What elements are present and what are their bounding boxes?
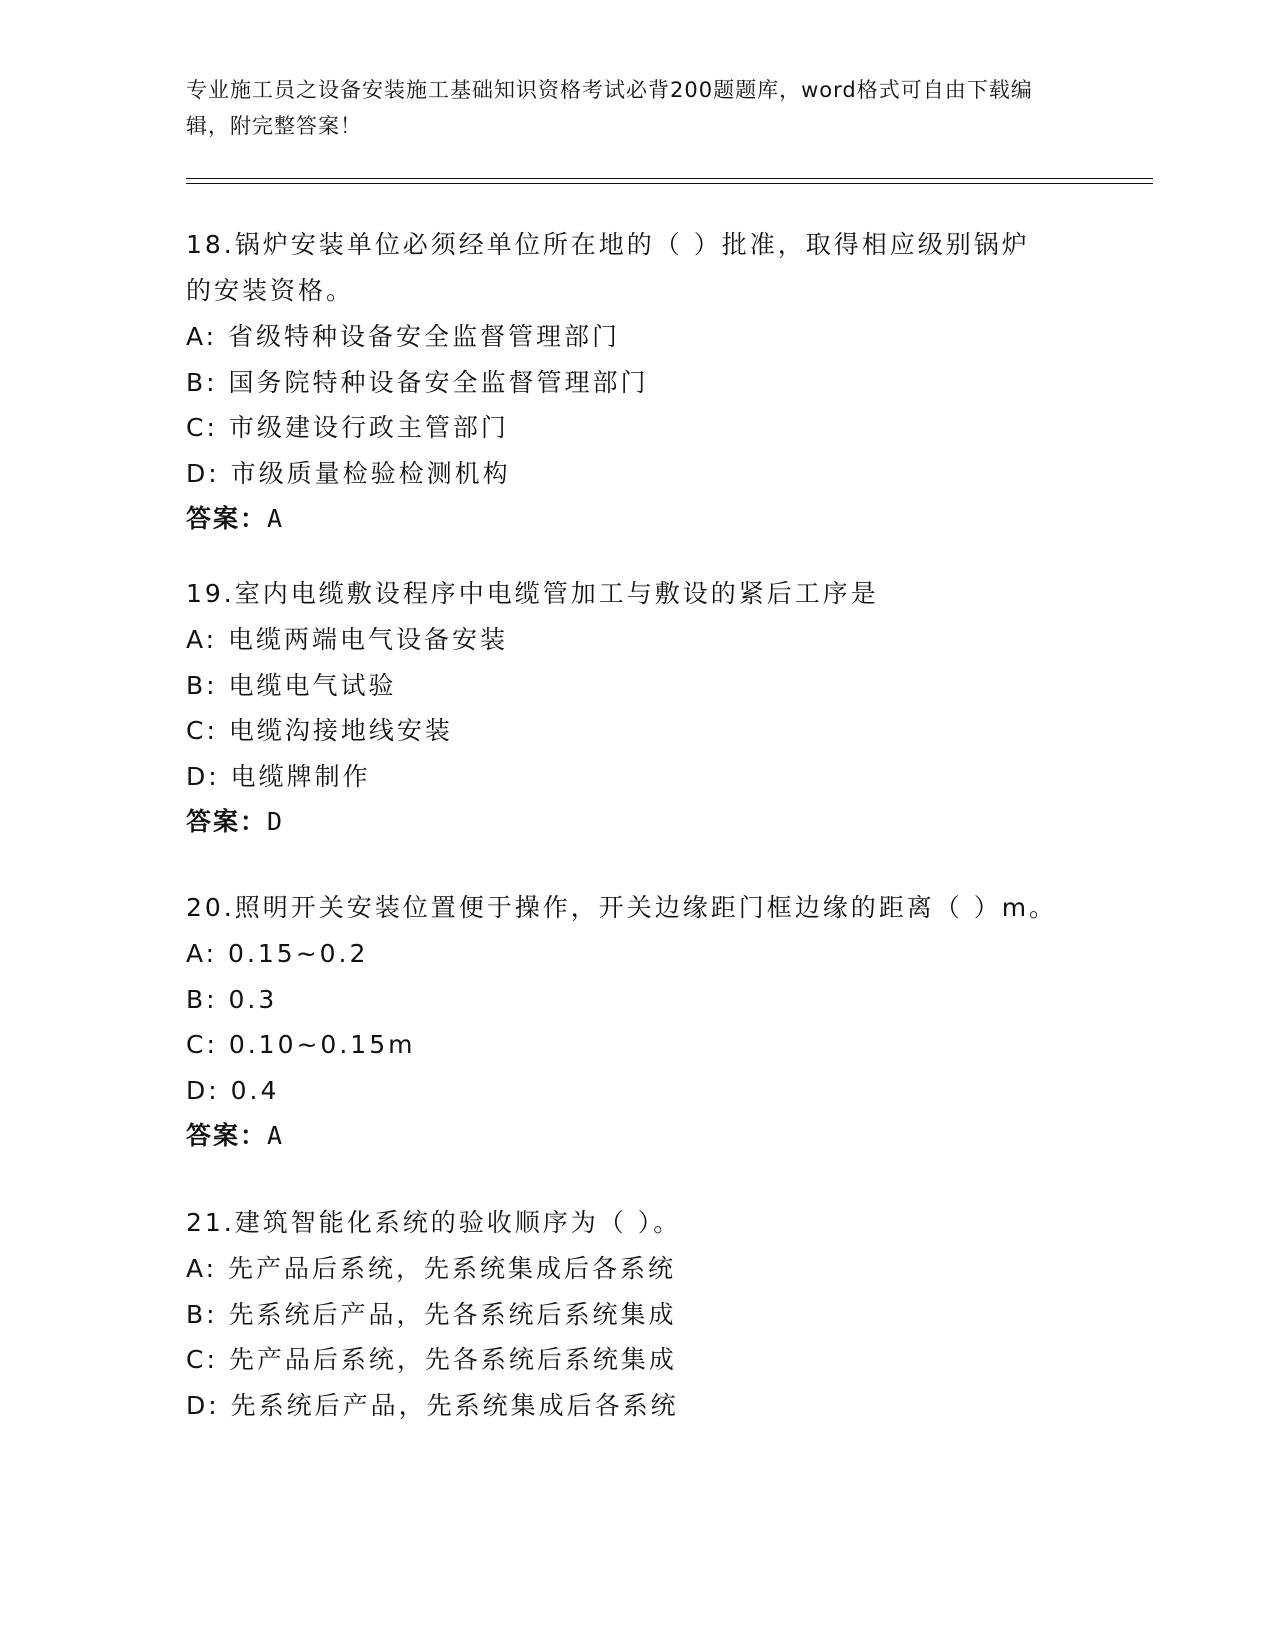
answer-label: 答案：: [186, 1121, 268, 1150]
option-a: A: 0.15~0.2: [186, 939, 369, 968]
option-c: C: 电缆沟接地线安装: [186, 716, 453, 745]
answer-value: D: [267, 807, 285, 836]
answer-value: A: [267, 504, 285, 533]
answer-line: [186, 1113, 1086, 1159]
option-d: D: 0.4: [186, 1075, 280, 1105]
answer-value: A: [267, 1121, 285, 1150]
question-stem: 20.照明开关安装位置便于操作，开关边缘距门框边缘的距离（ ）m。: [186, 893, 1058, 922]
option-c: C: 0.10~0.15m: [186, 1030, 416, 1059]
question-19: [186, 571, 1086, 845]
header-divider-bottom: [186, 183, 1153, 184]
answer-label: 答案：: [186, 807, 268, 836]
answer-line: [186, 496, 1086, 542]
option-a: A: 电缆两端电气设备安装: [186, 625, 509, 654]
question-20: [186, 885, 1086, 1159]
question-21: [186, 1200, 1086, 1428]
option-d: D: 电缆牌制作: [186, 761, 371, 791]
option-a: A: 先产品后系统，先系统集成后各系统: [186, 1254, 677, 1283]
header-divider-top: [186, 178, 1153, 179]
option-a: A: 省级特种设备安全监督管理部门: [186, 322, 621, 351]
option-d: D: 先系统后产品，先系统集成后各系统: [186, 1390, 679, 1420]
question-18: [186, 222, 1086, 542]
question-stem: 21.建筑智能化系统的验收顺序为（ ）。: [186, 1208, 682, 1237]
question-stem: 19.室内电缆敷设程序中电缆管加工与敷设的紧后工序是: [186, 579, 879, 608]
option-c: C: 先产品后系统，先各系统后系统集成: [186, 1345, 677, 1374]
answer-label: 答案：: [186, 504, 268, 533]
option-b: B: 先系统后产品，先各系统后系统集成: [186, 1299, 677, 1329]
document-header: 专业施工员之设备安装施工基础知识资格考试必背200题题库，word格式可自由下载编辑，附完整答案！: [186, 78, 1033, 138]
answer-line: [186, 799, 1086, 845]
option-b: B: 0.3: [186, 984, 278, 1014]
option-c: C: 市级建设行政主管部门: [186, 413, 509, 442]
option-d: D: 市级质量检验检测机构: [186, 458, 511, 488]
question-stem: 18.锅炉安装单位必须经单位所在地的（ ）批准，取得相应级别锅炉的安装资格。: [186, 230, 1030, 305]
option-b: B: 国务院特种设备安全监督管理部门: [186, 367, 649, 397]
option-b: B: 电缆电气试验: [186, 670, 397, 700]
